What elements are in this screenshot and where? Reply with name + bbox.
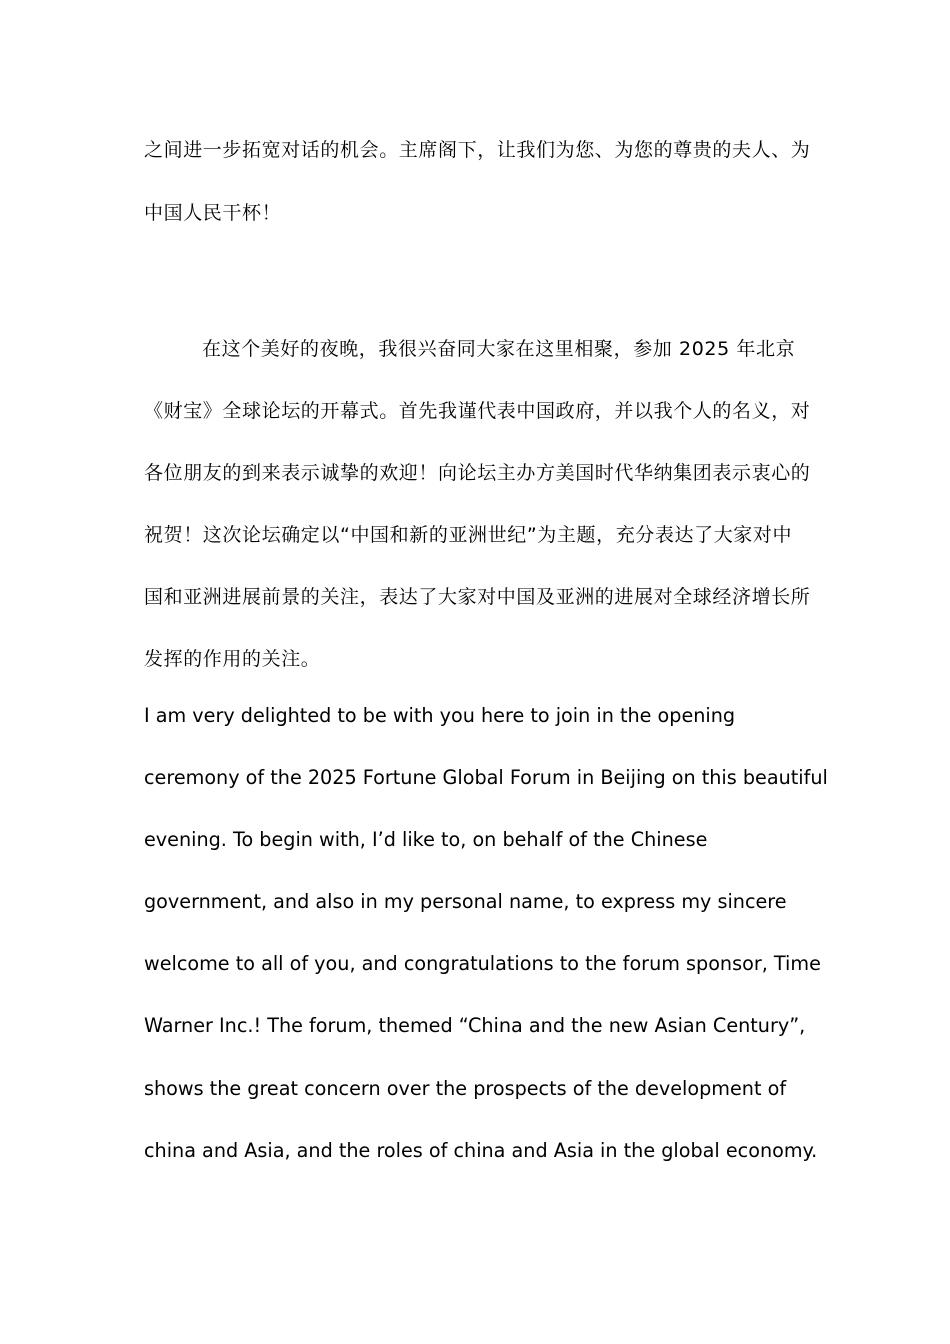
text-line: 发挥的作用的关注。 (144, 648, 321, 670)
text-line: Warner Inc.! The forum, themed “China and the new Asian Century”, (144, 1014, 806, 1037)
text-line: 国和亚洲进展前景的关注，表达了大家对中国及亚洲的进展对全球经济增长所 (144, 586, 811, 608)
text-line: 在这个美好的夜晚，我很兴奋同大家在这里相聚，参加 2025 年北京 (202, 338, 796, 360)
text-line: shows the great concern over the prospects of the development of (144, 1077, 787, 1100)
text-line: china and Asia, and the roles of china and Asia in the global economy. (144, 1139, 818, 1162)
text-line: 之间进一步拓宽对话的机会。主席阁下，让我们为您、为您的尊贵的夫人、为 (144, 139, 811, 161)
text-line: I am very delighted to be with you here to join in the opening (144, 704, 736, 727)
text-line: evening. To begin with, I’d like to, on behalf of the Chinese (144, 828, 708, 851)
text-line: 祝贺！这次论坛确定以“中国和新的亚洲世纪”为主题，充分表达了大家对中 (144, 524, 793, 546)
text-line: 各位朋友的到来表示诚挚的欢迎！向论坛主办方美国时代华纳集团表示衷心的 (144, 462, 811, 484)
text-line: welcome to all of you, and congratulations to the forum sponsor, Time (144, 952, 821, 975)
text-line: government, and also in my personal name, to express my sincere (144, 890, 787, 913)
text-line: 《财宝》全球论坛的开幕式。首先我谨代表中国政府，并以我个人的名义，对 (144, 400, 811, 422)
text-line: 中国人民干杯！ (144, 202, 282, 224)
text-line: ceremony of the 2025 Fortune Global Forum in Beijing on this beautiful (144, 766, 828, 789)
